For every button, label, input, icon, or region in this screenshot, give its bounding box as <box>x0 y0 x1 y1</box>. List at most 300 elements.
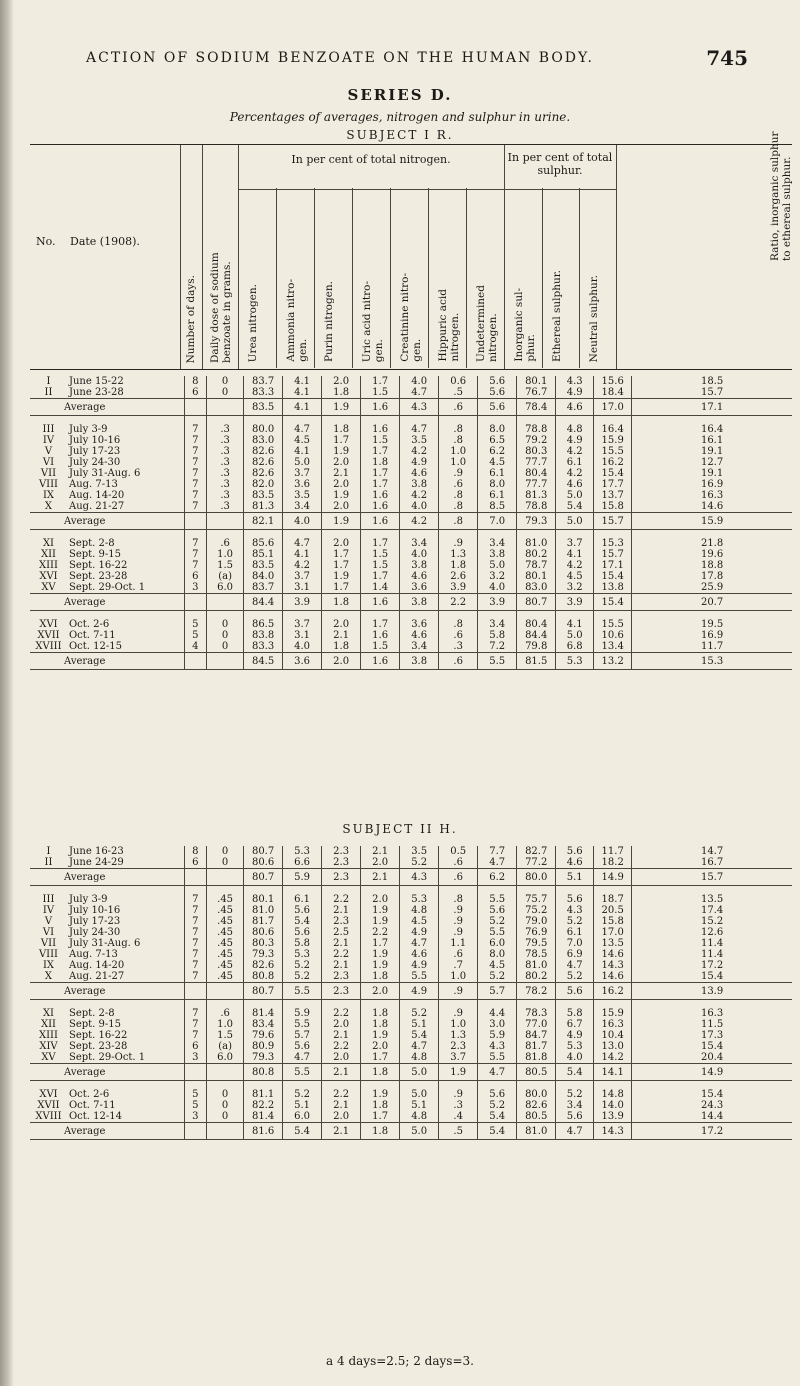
row-value: 15.9 <box>594 435 632 446</box>
row-value: 20.4 <box>632 1052 792 1064</box>
row-value: .9 <box>439 538 478 549</box>
row-value: 75.2 <box>517 905 556 916</box>
row-value: 2.1 <box>322 905 361 916</box>
average-value: 81.6 <box>244 1123 283 1140</box>
row-value: 0 <box>207 376 244 387</box>
average-value: 4.6 <box>556 399 594 416</box>
header-ratio: Ratio, inorganic sulphur to ethereal sulphur. <box>616 145 617 369</box>
row-value: 5.9 <box>478 1030 517 1041</box>
row-value: 19.1 <box>632 446 792 457</box>
row-value: 83.8 <box>244 630 283 641</box>
row-value: 13.0 <box>594 1041 632 1052</box>
table-row <box>30 905 792 916</box>
row-value: 3 <box>184 1052 207 1064</box>
average-value: 82.1 <box>244 513 283 530</box>
table-row <box>30 1008 792 1019</box>
row-value: 16.4 <box>632 424 792 435</box>
row-value: 82.6 <box>244 468 283 479</box>
average-value: 5.0 <box>400 1064 439 1081</box>
row-value: 2.3 <box>322 971 361 983</box>
row-value: 2.0 <box>322 538 361 549</box>
row-value: 1.9 <box>322 571 361 582</box>
row-date: July 3-9 <box>68 424 108 435</box>
row-value: 11.4 <box>632 949 792 960</box>
average-value: 3.9 <box>478 594 517 611</box>
row-value: (a) <box>207 571 244 582</box>
row-date: July 31-Aug. 6 <box>68 938 141 949</box>
header-dose: Daily dose of sodium benzoate in grams. <box>202 145 239 369</box>
average-value: 7.0 <box>478 513 517 530</box>
row-value: 1.9 <box>361 916 400 927</box>
row-value: 5.4 <box>478 1111 517 1123</box>
row-value: 4.0 <box>478 582 517 594</box>
row-number: IV <box>42 435 55 446</box>
row-value: 17.0 <box>594 927 632 938</box>
row-value: 7 <box>184 490 207 501</box>
page-number: 745 <box>706 46 748 70</box>
average-value: 1.6 <box>361 399 400 416</box>
row-value: 0 <box>207 641 244 653</box>
average-value <box>184 983 207 1000</box>
row-value: 80.6 <box>244 927 283 938</box>
row-value: 1.7 <box>322 560 361 571</box>
row-value: 82.6 <box>244 457 283 468</box>
row-value: 1.8 <box>361 457 400 468</box>
row-value: 6.9 <box>556 949 594 960</box>
row-number: VI <box>42 927 55 938</box>
row-value: 7 <box>184 479 207 490</box>
average-value <box>207 653 244 670</box>
row-value: .9 <box>439 1008 478 1019</box>
row-value: 16.3 <box>632 1008 792 1019</box>
row-value: 6.2 <box>478 446 517 457</box>
row-value: 3.4 <box>556 1100 594 1111</box>
row-value: 5.6 <box>556 846 594 857</box>
row-value: 7.2 <box>478 641 517 653</box>
row-number: II <box>44 857 53 868</box>
row-value: 4.1 <box>283 387 322 399</box>
average-value: 17.2 <box>632 1123 792 1140</box>
row-value: 18.5 <box>632 376 792 387</box>
row-number: XIII <box>38 1030 58 1041</box>
row-value: 80.1 <box>517 376 556 387</box>
row-date: Aug. 21-27 <box>68 501 125 512</box>
row-value: 2.1 <box>322 630 361 641</box>
average-value: 1.6 <box>361 653 400 670</box>
average-value: 5.4 <box>556 1064 594 1081</box>
row-value: .5 <box>439 387 478 399</box>
row-value: 1.7 <box>361 619 400 630</box>
row-value: 3.5 <box>400 435 439 446</box>
average-value: 5.6 <box>556 983 594 1000</box>
row-value: .9 <box>439 1089 478 1100</box>
row-value: 13.5 <box>632 894 792 905</box>
row-value: 5.0 <box>283 457 322 468</box>
row-number: XIII <box>38 560 58 571</box>
row-value: 1.7 <box>322 582 361 594</box>
row-value: 25.9 <box>632 582 792 594</box>
average-value <box>184 513 207 530</box>
average-value: 1.8 <box>361 1064 400 1081</box>
average-row <box>30 399 792 416</box>
header-n-col-3: Uric acid nitro- gen. <box>352 188 391 368</box>
row-value: 6 <box>184 1041 207 1052</box>
row-value: 4.7 <box>400 1041 439 1052</box>
table-row <box>30 894 792 905</box>
row-value: 4.2 <box>400 446 439 457</box>
row-date: Oct. 12-14 <box>68 1111 122 1122</box>
row-date: Sept. 23-28 <box>68 1041 128 1052</box>
header-s-col-0: Inorganic sul- phur. <box>504 188 543 368</box>
row-value: 80.1 <box>517 571 556 582</box>
row-value: 5 <box>184 619 207 630</box>
average-value: 80.7 <box>517 594 556 611</box>
table-row <box>30 376 792 387</box>
row-value: 79.2 <box>517 435 556 446</box>
average-value: 81.0 <box>517 1123 556 1140</box>
row-value: 86.5 <box>244 619 283 630</box>
row-value: 79.8 <box>517 641 556 653</box>
row-value: 16.9 <box>632 630 792 641</box>
row-value: 18.7 <box>594 894 632 905</box>
row-value: 1.7 <box>322 435 361 446</box>
row-value: .3 <box>439 1100 478 1111</box>
row-value: 0 <box>207 1089 244 1100</box>
row-value: 1.8 <box>361 1008 400 1019</box>
average-label: Average <box>30 1123 184 1140</box>
row-value: 6.0 <box>207 582 244 594</box>
row-value: 19.6 <box>632 549 792 560</box>
row-value: 1.7 <box>361 938 400 949</box>
row-value: 7 <box>184 927 207 938</box>
row-value: 16.4 <box>594 424 632 435</box>
average-value: 80.8 <box>244 1064 283 1081</box>
row-date: Sept. 29-Oct. 1 <box>68 1052 146 1063</box>
row-value: 15.8 <box>594 501 632 513</box>
average-row <box>30 513 792 530</box>
average-value: 5.4 <box>283 1123 322 1140</box>
row-value: 1.6 <box>361 630 400 641</box>
row-value: 13.5 <box>594 938 632 949</box>
row-value: 4.0 <box>556 1052 594 1064</box>
row-value: 15.4 <box>594 468 632 479</box>
row-value: 3.7 <box>283 468 322 479</box>
table-row <box>30 457 792 468</box>
row-value: 14.4 <box>632 1111 792 1123</box>
row-value: .3 <box>207 479 244 490</box>
row-value: 79.3 <box>244 949 283 960</box>
average-value: 5.4 <box>478 1123 517 1140</box>
row-value: 1.7 <box>361 468 400 479</box>
row-number: XIV <box>39 1041 58 1052</box>
subject-2-table <box>30 846 792 1140</box>
row-date: July 3-9 <box>68 894 108 905</box>
row-date: July 17-23 <box>68 916 121 927</box>
row-value: 2.2 <box>361 927 400 938</box>
row-value: .45 <box>207 949 244 960</box>
row-value: 77.7 <box>517 479 556 490</box>
row-value: 5.2 <box>478 971 517 983</box>
row-value: 5.5 <box>283 1019 322 1030</box>
row-value: 13.7 <box>594 490 632 501</box>
row-value: 82.0 <box>244 479 283 490</box>
row-date: Aug. 14-20 <box>68 960 125 971</box>
row-value: 13.8 <box>594 582 632 594</box>
row-value: 78.3 <box>517 1008 556 1019</box>
row-value: .6 <box>207 1008 244 1019</box>
table-row <box>30 468 792 479</box>
row-value: 17.1 <box>594 560 632 571</box>
table-row <box>30 1089 792 1100</box>
row-value: 2.2 <box>322 1008 361 1019</box>
row-value: 1.7 <box>361 1111 400 1123</box>
average-label: Average <box>30 399 184 416</box>
row-value: 8.0 <box>478 424 517 435</box>
row-value: .3 <box>207 457 244 468</box>
row-number: XVIII <box>35 641 62 652</box>
row-value: 1.9 <box>361 960 400 971</box>
row-value: 19.5 <box>632 619 792 630</box>
average-value: 1.9 <box>322 399 361 416</box>
average-value: 2.3 <box>322 983 361 1000</box>
header-n-col-0: Urea nitrogen. <box>238 188 277 368</box>
table-row <box>30 1019 792 1030</box>
table-row <box>30 582 792 594</box>
row-value: 83.7 <box>244 582 283 594</box>
table-row <box>30 490 792 501</box>
row-value: 4.7 <box>400 424 439 435</box>
row-value: 5.9 <box>283 1008 322 1019</box>
row-value: 5.4 <box>283 916 322 927</box>
row-value: 80.5 <box>517 1111 556 1123</box>
row-value: 3.6 <box>400 619 439 630</box>
row-value: 1.0 <box>439 1019 478 1030</box>
average-value <box>184 399 207 416</box>
average-value <box>207 1064 244 1081</box>
row-value: 82.6 <box>517 1100 556 1111</box>
header-n-col-6: Undetermined nitrogen. <box>466 188 505 368</box>
table-row <box>30 960 792 971</box>
row-value: 3.7 <box>283 571 322 582</box>
average-value: 5.5 <box>283 1064 322 1081</box>
table-row <box>30 857 792 869</box>
average-value: 1.9 <box>322 513 361 530</box>
row-date: Oct. 2-6 <box>68 619 110 630</box>
average-row <box>30 1123 792 1140</box>
row-value: 2.6 <box>439 571 478 582</box>
row-value: 4.7 <box>400 387 439 399</box>
row-date: Oct. 7-11 <box>68 1100 116 1111</box>
row-value: .3 <box>207 468 244 479</box>
row-value: .9 <box>439 468 478 479</box>
average-value <box>184 594 207 611</box>
row-value: 4.8 <box>556 424 594 435</box>
row-value: 1.9 <box>361 1089 400 1100</box>
row-value: 4.8 <box>400 1111 439 1123</box>
row-value: 6.0 <box>207 1052 244 1064</box>
average-value <box>184 1123 207 1140</box>
table-row <box>30 971 792 983</box>
row-value: 11.7 <box>594 846 632 857</box>
row-value: 5.5 <box>400 971 439 983</box>
row-value: 4.4 <box>478 1008 517 1019</box>
running-head-title: ACTION OF SODIUM BENZOATE ON THE HUMAN BODY. <box>86 50 594 66</box>
row-value: 2.0 <box>322 457 361 468</box>
row-value: 77.2 <box>517 857 556 869</box>
average-value <box>207 399 244 416</box>
row-value: 3.7 <box>439 1052 478 1064</box>
header-date: Date (1908). <box>70 235 140 248</box>
row-value: 6 <box>184 387 207 399</box>
row-value: 84.4 <box>517 630 556 641</box>
average-value: 17.0 <box>594 399 632 416</box>
row-value: 5.6 <box>556 1111 594 1123</box>
average-row <box>30 1064 792 1081</box>
row-value: 19.1 <box>632 468 792 479</box>
row-value: 7 <box>184 468 207 479</box>
table-row <box>30 619 792 630</box>
row-value: 10.4 <box>594 1030 632 1041</box>
row-value: 2.2 <box>322 949 361 960</box>
row-value: 12.6 <box>632 927 792 938</box>
row-number: VIII <box>38 949 59 960</box>
row-date: Sept. 23-28 <box>68 571 128 582</box>
average-value <box>207 983 244 1000</box>
row-value: 6 <box>184 857 207 869</box>
row-value: 80.9 <box>244 1041 283 1052</box>
average-value: 2.1 <box>361 869 400 886</box>
row-value: 4.6 <box>400 949 439 960</box>
row-value: 5.2 <box>556 916 594 927</box>
row-value: 16.3 <box>632 490 792 501</box>
row-value: 79.5 <box>517 938 556 949</box>
row-number: XV <box>41 1052 56 1063</box>
row-value: 4.5 <box>556 571 594 582</box>
row-value: 2.1 <box>322 1030 361 1041</box>
row-value: 5.0 <box>556 490 594 501</box>
row-value: 4.0 <box>400 501 439 513</box>
row-value: 0 <box>207 387 244 399</box>
row-value: 78.8 <box>517 424 556 435</box>
row-value: 4.1 <box>283 446 322 457</box>
average-value: 4.2 <box>400 513 439 530</box>
row-value: 5 <box>184 630 207 641</box>
row-value: 15.4 <box>632 1041 792 1052</box>
row-value: 85.1 <box>244 549 283 560</box>
row-number: XVIII <box>35 1111 62 1122</box>
row-value: 4.9 <box>556 435 594 446</box>
row-value: .45 <box>207 905 244 916</box>
row-value: 4.1 <box>283 549 322 560</box>
row-date: Aug. 7-13 <box>68 479 118 490</box>
average-value: 3.6 <box>283 653 322 670</box>
average-value: 2.1 <box>322 1123 361 1140</box>
row-value: 4.1 <box>556 549 594 560</box>
row-value: 7 <box>184 1019 207 1030</box>
table-row <box>30 1100 792 1111</box>
row-value: 5.7 <box>283 1030 322 1041</box>
row-value: 77.7 <box>517 457 556 468</box>
row-value: 1.4 <box>361 582 400 594</box>
average-value: 6.2 <box>478 869 517 886</box>
row-value: 17.3 <box>632 1030 792 1041</box>
average-value: 83.5 <box>244 399 283 416</box>
row-value: 5.3 <box>283 949 322 960</box>
average-value: 15.7 <box>594 513 632 530</box>
table-row <box>30 630 792 641</box>
average-value: 5.3 <box>556 653 594 670</box>
row-value: 1.0 <box>439 457 478 468</box>
row-date: June 23-28 <box>68 387 124 398</box>
average-value: .6 <box>439 399 478 416</box>
row-value: 24.3 <box>632 1100 792 1111</box>
row-value: 2.2 <box>322 894 361 905</box>
row-date: Sept. 9-15 <box>68 549 121 560</box>
row-value: 81.4 <box>244 1008 283 1019</box>
row-value: 13.4 <box>594 641 632 653</box>
row-value: 5.6 <box>478 1089 517 1100</box>
row-value: 7.0 <box>556 938 594 949</box>
row-value: 1.8 <box>361 971 400 983</box>
row-number: XVII <box>37 1100 60 1111</box>
average-value: 17.1 <box>632 399 792 416</box>
row-value: 5.5 <box>478 894 517 905</box>
row-value: 4.9 <box>400 927 439 938</box>
row-value: 1.6 <box>361 501 400 513</box>
row-date: July 10-16 <box>68 905 121 916</box>
row-value: 80.2 <box>517 971 556 983</box>
row-value: 4.1 <box>556 619 594 630</box>
row-value: 1.1 <box>439 938 478 949</box>
row-value: 81.1 <box>244 1089 283 1100</box>
row-value: .9 <box>439 905 478 916</box>
row-value: 81.4 <box>244 1111 283 1123</box>
row-value: 17.7 <box>594 479 632 490</box>
row-value: 84.0 <box>244 571 283 582</box>
row-value: .3 <box>207 446 244 457</box>
row-value: 14.0 <box>594 1100 632 1111</box>
row-value: .8 <box>439 424 478 435</box>
average-value: 1.8 <box>361 1123 400 1140</box>
row-value: 2.0 <box>322 376 361 387</box>
row-value: 80.2 <box>517 549 556 560</box>
row-value: 85.6 <box>244 538 283 549</box>
row-value: 6.1 <box>556 927 594 938</box>
row-value: 16.3 <box>594 1019 632 1030</box>
table-row <box>30 479 792 490</box>
header-no: No. <box>36 235 56 248</box>
row-number: I <box>46 376 51 387</box>
row-value: 1.9 <box>361 905 400 916</box>
row-value: 7 <box>184 938 207 949</box>
average-value: 15.9 <box>632 513 792 530</box>
row-date: Aug. 21-27 <box>68 971 125 982</box>
row-number: XI <box>42 1008 55 1019</box>
row-value: .6 <box>439 949 478 960</box>
row-value: 5.0 <box>478 560 517 571</box>
row-value: 83.7 <box>244 376 283 387</box>
average-value: 5.5 <box>478 653 517 670</box>
row-value: 3.8 <box>478 549 517 560</box>
row-number: XVI <box>39 619 58 630</box>
row-value: 12.7 <box>632 457 792 468</box>
row-value: 4.2 <box>400 490 439 501</box>
average-value: 5.5 <box>283 983 322 1000</box>
row-value: 5.1 <box>400 1100 439 1111</box>
row-value: 1.6 <box>361 490 400 501</box>
row-value: 81.7 <box>517 1041 556 1052</box>
row-value: 3 <box>184 582 207 594</box>
